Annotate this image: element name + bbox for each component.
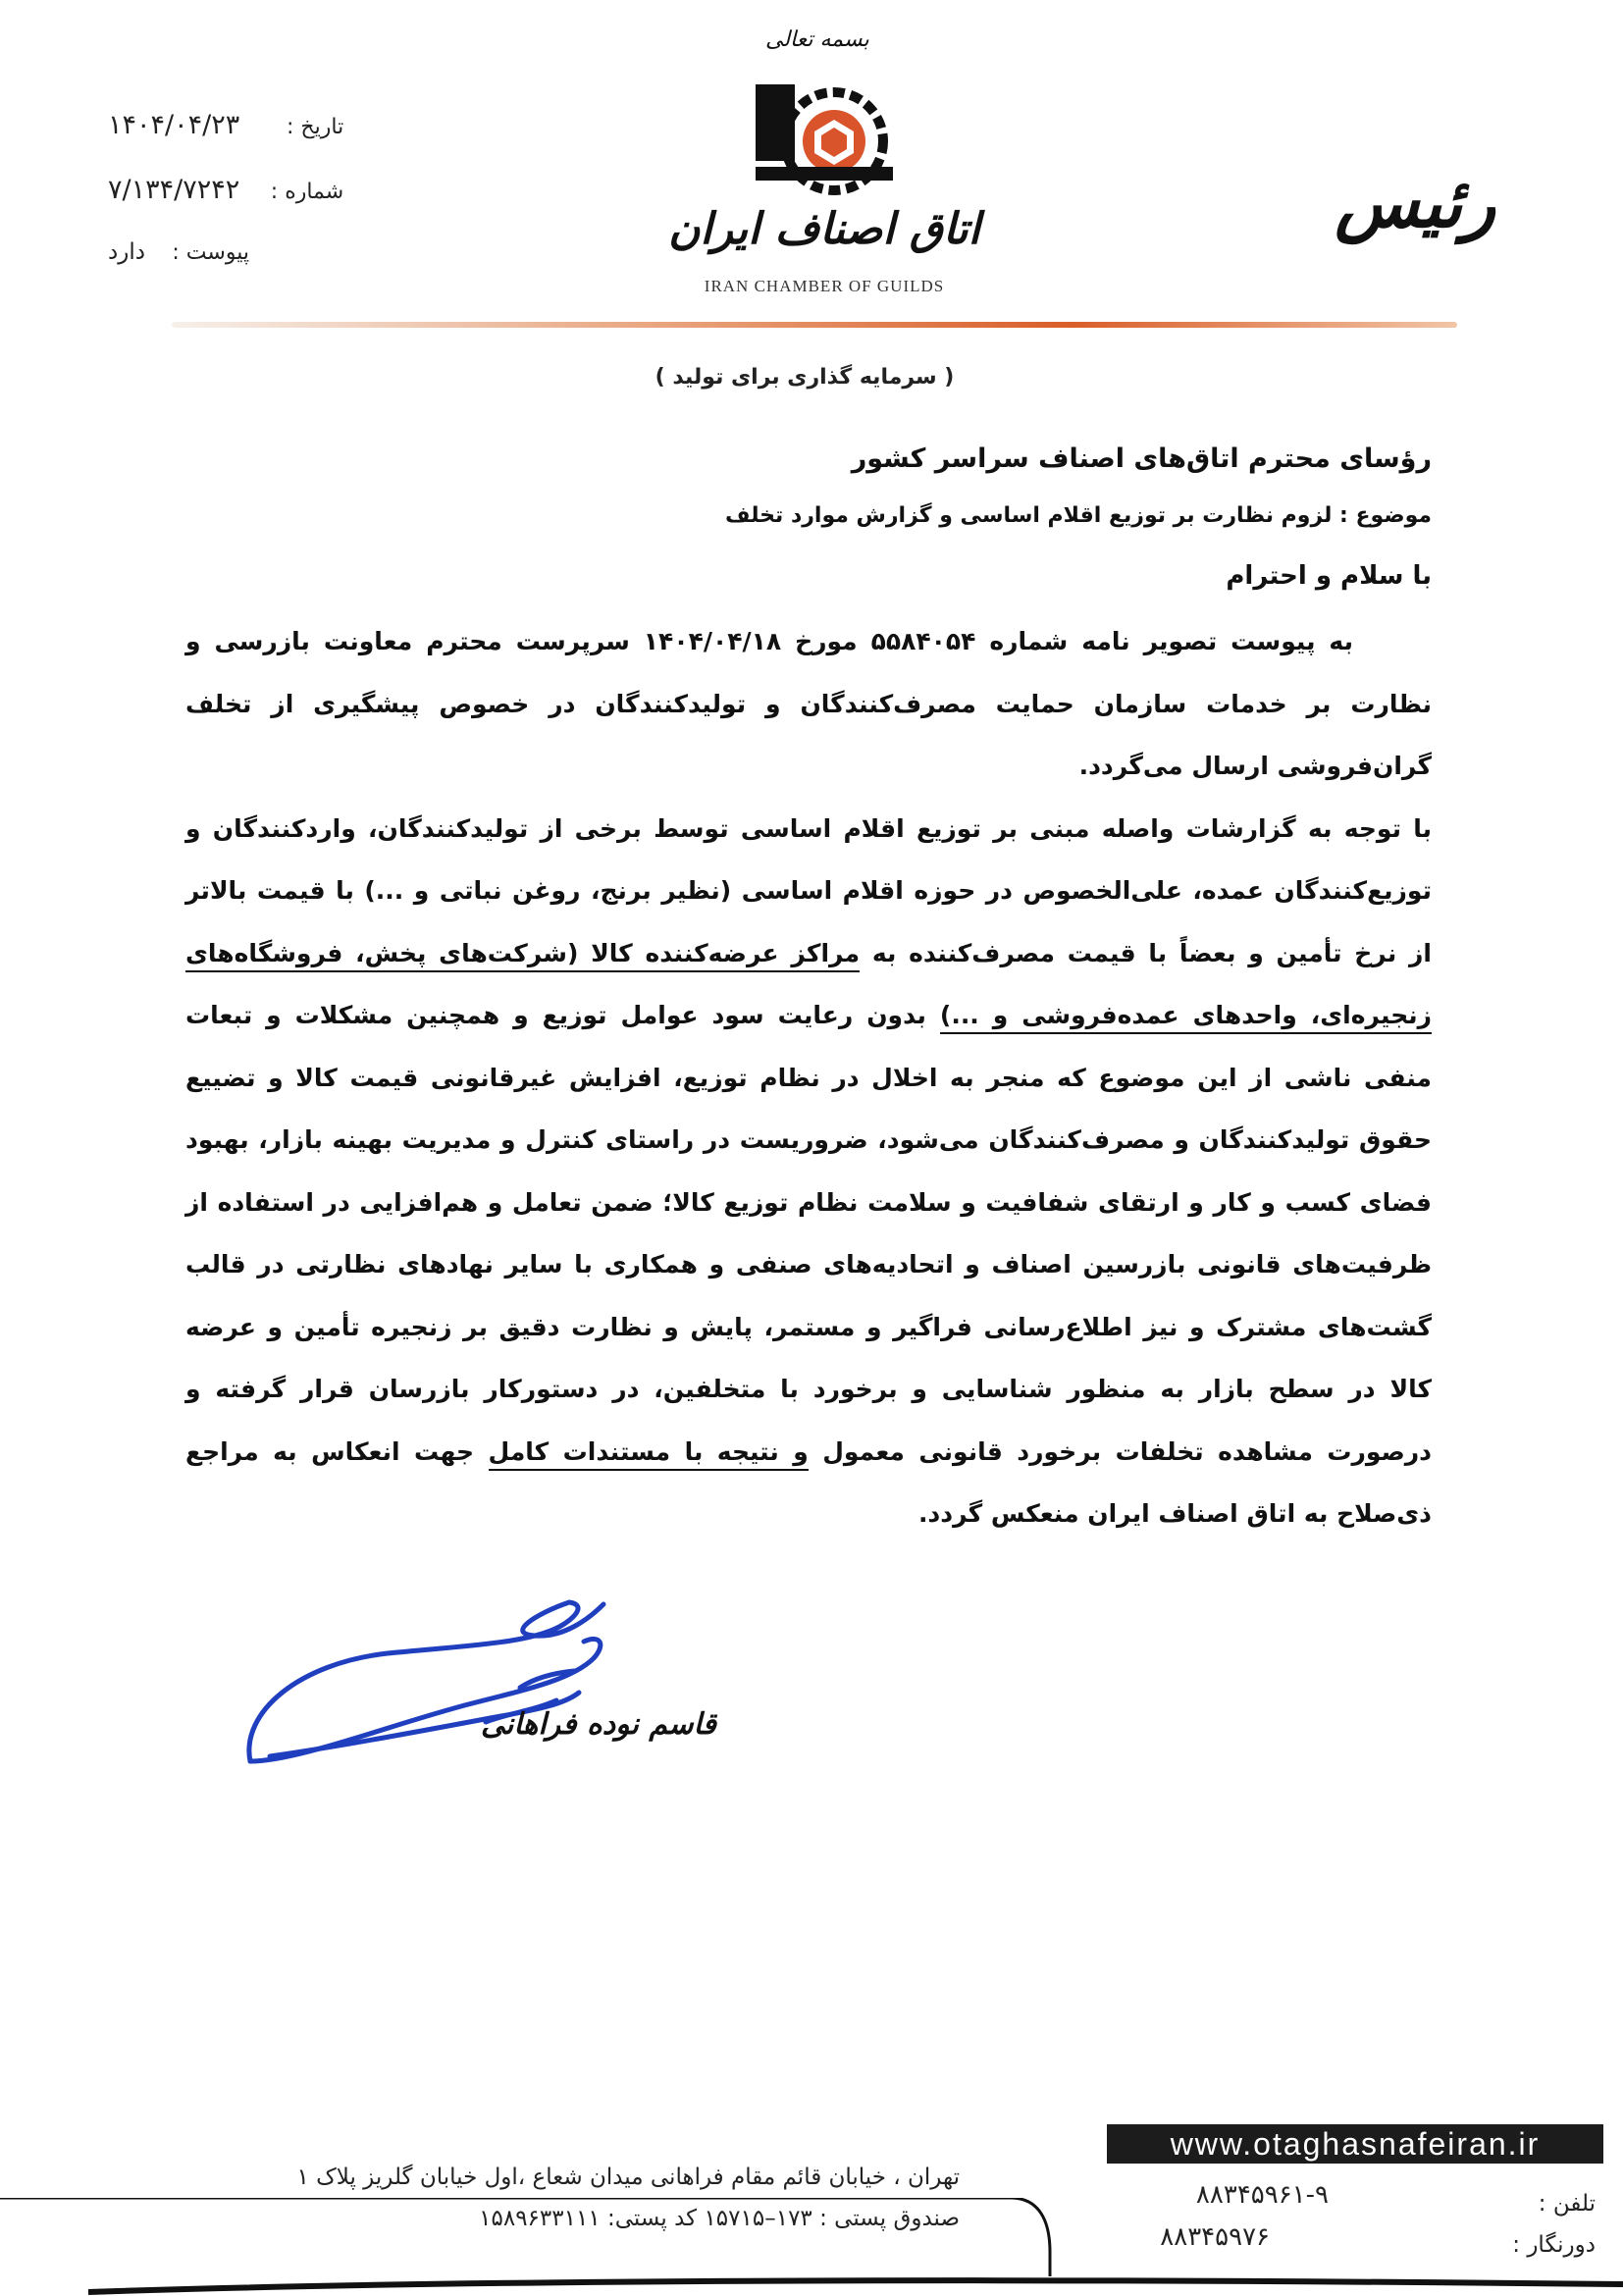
position-title: رئیس [1335, 162, 1495, 243]
letter-meta [108, 110, 402, 304]
greeting: با سلام و احترام [1226, 561, 1432, 591]
number-row [108, 175, 402, 239]
underlined-phrase-2: و نتیجه با مستندات کامل [489, 1437, 809, 1471]
chamber-of-guilds-logo [756, 84, 893, 202]
slogan: ( سرمایه گذاری برای تولید ) [654, 365, 955, 390]
body-paragraph-2-part-a: با توجه به گزارشات واصله مبنی بر توزیع اقلام اساسی توسط برخی از تولیدکنندگان، واردکنندگان و توزیع‌کنندگان عمده، علی‌الخصوص در حوزه اقلام اساسی (نظیر برنج، روغن نباتی و ...) با قیمت بالاتر از نرخ تأمین و بعضاً با قیمت مصرف‌کننده به [185, 813, 1432, 967]
body-paragraph-2-part-c: جهت انعکاس به مراجع ذی‌صلاح به اتاق اصناف ایران منعکس گردد. [185, 1436, 1432, 1528]
website-url[interactable]: www.otaghasnafeiran.ir [1107, 2124, 1603, 2164]
attachment-label: پیوست : [172, 240, 249, 265]
body-paragraph-2 [185, 798, 1432, 1545]
recipient: رؤسای محترم اتاق‌های اصناف سراسر کشور [851, 444, 1432, 474]
org-name-persian: اتاق اصناف ایران [668, 204, 980, 254]
body-paragraph-1: به پیوست تصویر نامه شماره ۵۵۸۴۰۵۴ مورخ ۱۴۰۴/۰۴/۱۸ سرپرست محترم معاونت بازرسی و نظارت بر خدمات سازمان حمایت مصرف‌کنندگان و تولیدکنندگان در خصوص پیشگیری از تخلف گران‌فروشی ارسال می‌گردد. [185, 627, 1432, 780]
underlined-phrase-1: مراکز عرضه‌کننده کالا (شرکت‌های پخش، فروشگاه‌های زنجیره‌ای، واحدهای عمده‌فروشی و ...) [185, 939, 1432, 1035]
attachment-value: دارد [108, 239, 145, 265]
fax-label: دورنگار : [1512, 2232, 1596, 2258]
number-label: شماره : [270, 180, 344, 204]
subject-line: موضوع : لزوم نظارت بر توزیع اقلام اساسی و گزارش موارد تخلف [725, 503, 1432, 528]
address-line-1: تهران ، خیابان قائم مقام فراهانی میدان شعاع ،اول خیابان گلریز پلاک ۱ [296, 2165, 960, 2190]
date-label: تاریخ : [287, 115, 344, 139]
invocation-text: بسمه تعالی [765, 27, 869, 52]
fax-value: ۸۸۳۴۵۹۷۶ [1160, 2222, 1270, 2252]
body-paragraph-2-part-b: بدون رعایت سود عوامل توزیع و همچنین مشکلات و تبعات منفی ناشی از این موضوع که منجر به اخلال در نظام توزیع، افزایش غیرقانونی قیمت کالا و تضییع حقوق تولیدکنندگان و مصرف‌کنندگان می‌شود، ضروریست در راستای کنترل و مدیریت بهینه بازار، بهبود فضای کسب و کار و ارتقای شفافیت و سلامت نظام توزیع کالا؛ ضمن تعامل و هم‌افزایی در استفاده از ظرفیت‌های قانونی بازرسین اصناف و اتحادیه‌های صنفی و همکاری با سایر نهادهای نظارتی در قالب گشت‌های مشترک و نیز اطلاع‌رسانی فراگیر و مستمر، پایش و نظارت دقیق بر زنجیره تأمین و عرضه کالا در سطح بازار به منظور شناسایی و برخورد با متخلفین، در دستورکار بازرسان قرار گرفته و درصورت مشاهده تخلفات برخورد قانونی معمول [185, 1001, 1432, 1466]
date-row [108, 110, 402, 175]
letter-body [185, 610, 1432, 1545]
handwritten-signature [240, 1585, 662, 1781]
address-line-2: صندوق پستی : ۱۷۳–۱۵۷۱۵ کد پستی: ۱۵۸۹۶۳۳۱۱۱ [479, 2206, 960, 2231]
number-value: ۷/۱۳۴/۷۲۴۲ [108, 175, 240, 205]
attachment-row [108, 239, 402, 304]
phone-value: ۸۸۳۴۵۹۶۱-۹ [1195, 2180, 1329, 2210]
org-name-english: IRAN CHAMBER OF GUILDS [704, 277, 945, 295]
date-value: ۱۴۰۴/۰۴/۲۳ [108, 110, 240, 140]
header-divider [172, 322, 1457, 328]
signer-name: قاسم نوده فراهانی [481, 1707, 716, 1742]
phone-label: تلفن : [1538, 2191, 1596, 2217]
